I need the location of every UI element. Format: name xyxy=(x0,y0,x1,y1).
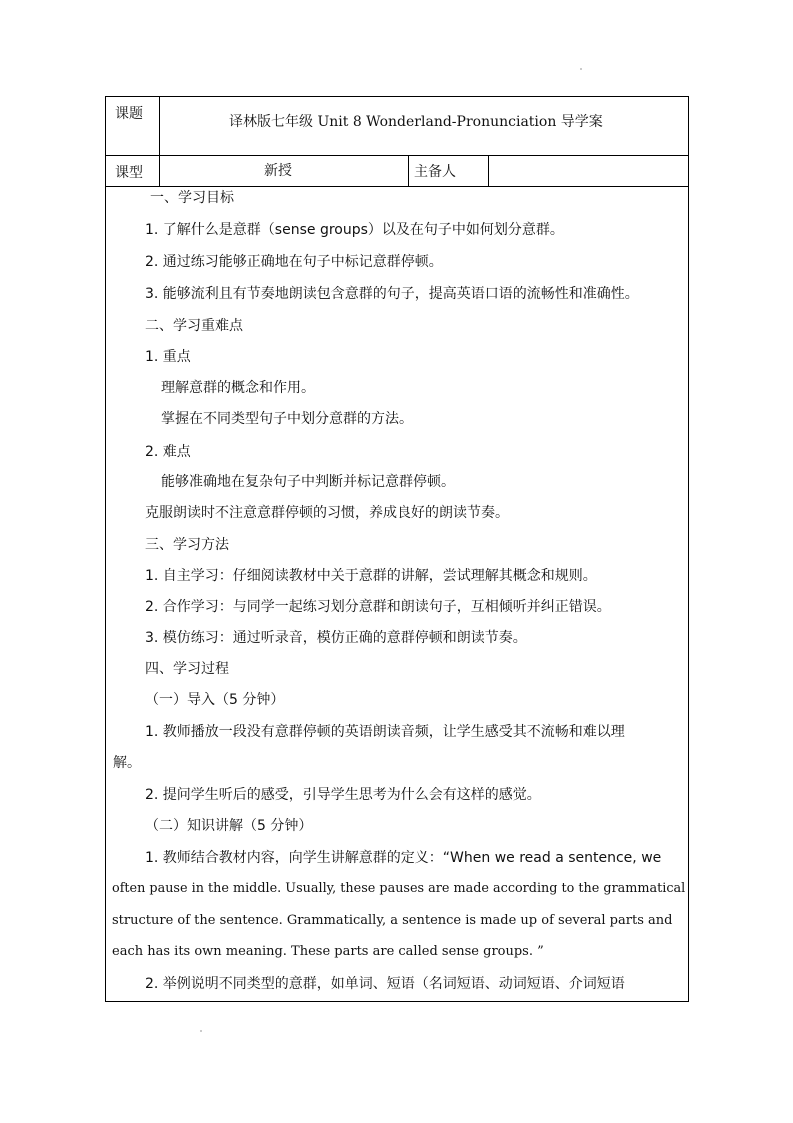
process-subsection-explanation: （二）知识讲解（5 分钟） xyxy=(145,818,313,834)
intro-item-1-line-1: 1. 教师播放一段没有意群停顿的英语朗读音频，让学生感受其不流畅和难以理 xyxy=(145,724,625,740)
key-point-2: 掌握在不同类型句子中划分意群的方法。 xyxy=(161,411,413,427)
label-column-divider xyxy=(159,96,160,187)
method-item-3: 3. 模仿练习：通过听录音，模仿正确的意群停顿和朗读节奏。 xyxy=(145,630,527,646)
intro-item-1-line-2: 解。 xyxy=(113,755,141,771)
method-item-2: 2. 合作学习：与同学一起练习划分意群和朗读句子，互相倾听并纠正错误。 xyxy=(145,599,611,615)
key-points-heading: 1. 重点 xyxy=(145,349,191,365)
objective-item-1: 1. 了解什么是意群（sense groups）以及在句子中如何划分意群。 xyxy=(145,222,564,238)
difficulty-1: 能够准确地在复杂句子中判断并标记意群停顿。 xyxy=(161,474,455,490)
section-title-process: 四、学习过程 xyxy=(145,661,229,677)
section-title-key-points: 二、学习重难点 xyxy=(145,318,243,334)
preparer-label: 主备人 xyxy=(414,164,456,180)
lesson-plan-table xyxy=(105,96,689,1002)
scan-dot-bottom xyxy=(200,1030,202,1032)
lesson-title: 译林版七年级 Unit 8 Wonderland-Pronunciation 导学案 xyxy=(229,114,603,130)
intro-item-2: 2. 提问学生听后的感受，引导学生思考为什么会有这样的感觉。 xyxy=(145,787,541,803)
type-value: 新授 xyxy=(264,163,292,179)
objective-item-2: 2. 通过练习能够正确地在句子中标记意群停顿。 xyxy=(145,254,443,270)
table-top-border xyxy=(105,96,689,97)
lesson-content xyxy=(105,187,689,1002)
type-label: 课型 xyxy=(115,165,143,181)
difficulty-2: 克服朗读时不注意意群停顿的习惯，养成良好的朗读节奏。 xyxy=(145,505,509,521)
method-item-1: 1. 自主学习：仔细阅读教材中关于意群的讲解，尝试理解其概念和规则。 xyxy=(145,568,597,584)
topic-label: 课题 xyxy=(115,106,143,122)
section-title-methods: 三、学习方法 xyxy=(145,537,229,553)
objective-item-3: 3. 能够流利且有节奏地朗读包含意群的句子，提高英语口语的流畅性和准确性。 xyxy=(145,286,639,302)
scan-dot-top xyxy=(580,68,582,70)
row-divider-1 xyxy=(105,155,689,156)
explanation-item-1-line-1: 1. 教师结合教材内容，向学生讲解意群的定义：“When we read a sentence, we xyxy=(145,850,662,866)
difficulties-heading: 2. 难点 xyxy=(145,444,191,460)
explanation-item-2: 2. 举例说明不同类型的意群，如单词、短语（名词短语、动词短语、介词短语 xyxy=(145,976,625,992)
explanation-item-1-line-4: each has its own meaning. These parts are called sense groups. ” xyxy=(112,944,544,959)
preparer-label-divider xyxy=(488,155,489,187)
explanation-item-1-line-3: structure of the sentence. Grammatically, a sentence is made up of several parts and xyxy=(112,913,673,928)
section-title-objectives: 一、学习目标 xyxy=(150,190,234,206)
key-point-1: 理解意群的概念和作用。 xyxy=(161,380,315,396)
type-value-divider xyxy=(408,155,409,187)
process-subsection-intro: （一）导入（5 分钟） xyxy=(145,692,285,708)
explanation-item-1-line-2: often pause in the middle. Usually, these pauses are made according to the grammatical xyxy=(112,881,686,896)
